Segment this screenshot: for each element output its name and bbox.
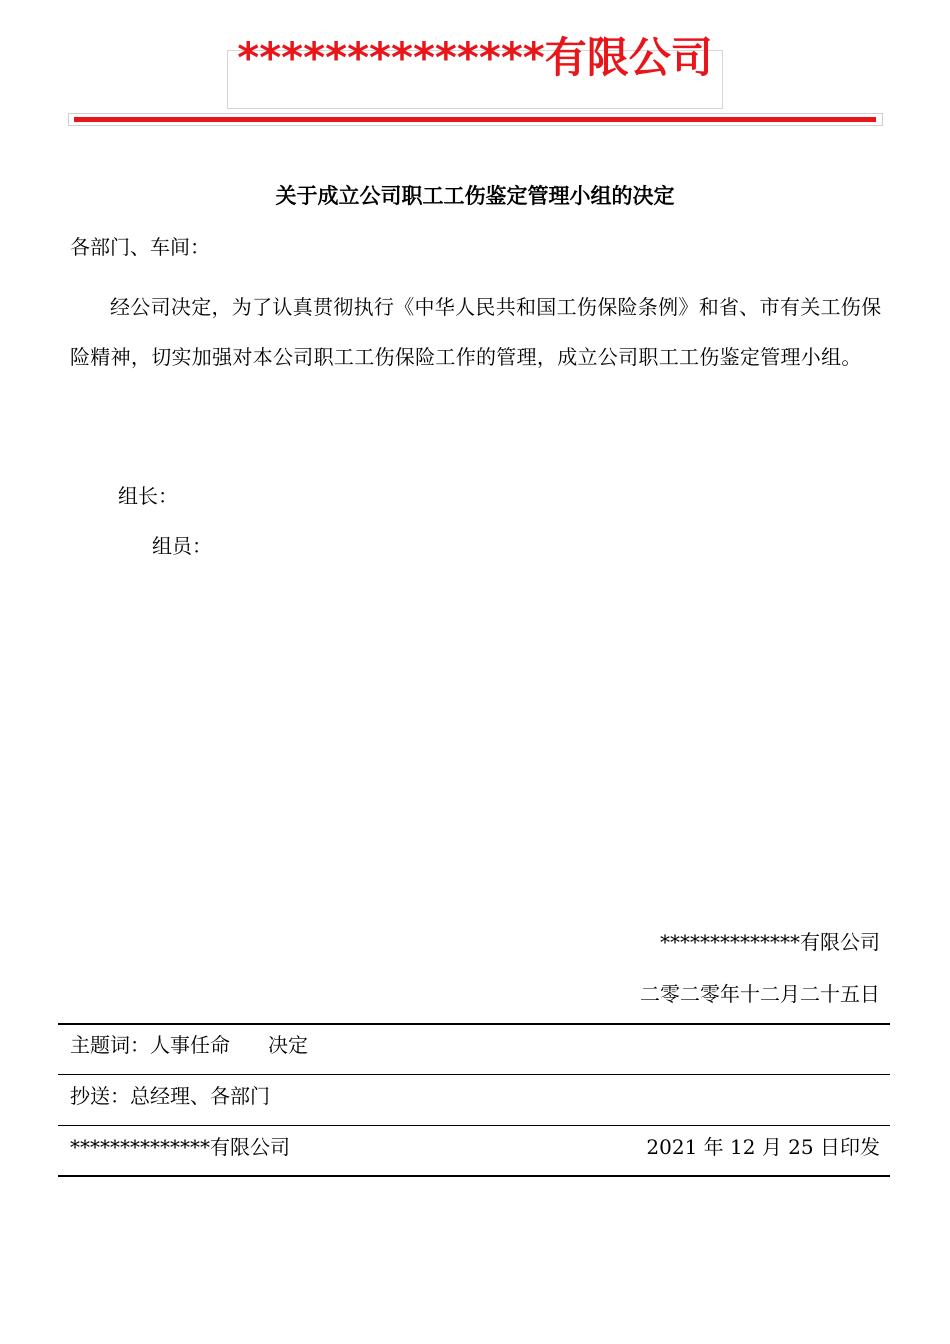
issuer-company: **************有限公司	[70, 1135, 290, 1159]
keywords-label: 主题词：	[70, 1033, 150, 1057]
issue-date: 2021 年 12 月 25 日印发	[646, 1135, 880, 1159]
footer-divider-1	[58, 1074, 890, 1075]
signature-company: **************有限公司	[660, 930, 880, 954]
footer-divider-2	[58, 1125, 890, 1126]
keyword-decision: 决定	[268, 1033, 308, 1057]
group-leader-label: 组长：	[118, 484, 178, 508]
body-paragraph: 经公司决定，为了认真贯彻执行《中华人民共和国工伤保险条例》和省、市有关工伤保险精神，切实加强对本公司职工工伤保险工作的管理，成立公司职工工伤鉴定管理小组。	[70, 295, 882, 369]
keywords-row	[70, 1030, 880, 1060]
footer-bottom-rule	[58, 1175, 890, 1177]
keyword-personnel: 人事任命	[150, 1033, 230, 1057]
letterhead-company-name: **************有限公司	[237, 33, 713, 82]
document-title: 关于成立公司职工工伤鉴定管理小组的决定	[275, 183, 675, 208]
salutation: 各部门、车间：	[70, 235, 210, 259]
group-members-label: 组员：	[152, 534, 212, 558]
footer-top-rule	[58, 1023, 890, 1025]
letterhead-red-rule	[74, 117, 876, 122]
signature-date: 二零二零年十二月二十五日	[640, 982, 880, 1006]
cc-row: 抄送：总经理、各部门	[70, 1084, 270, 1108]
